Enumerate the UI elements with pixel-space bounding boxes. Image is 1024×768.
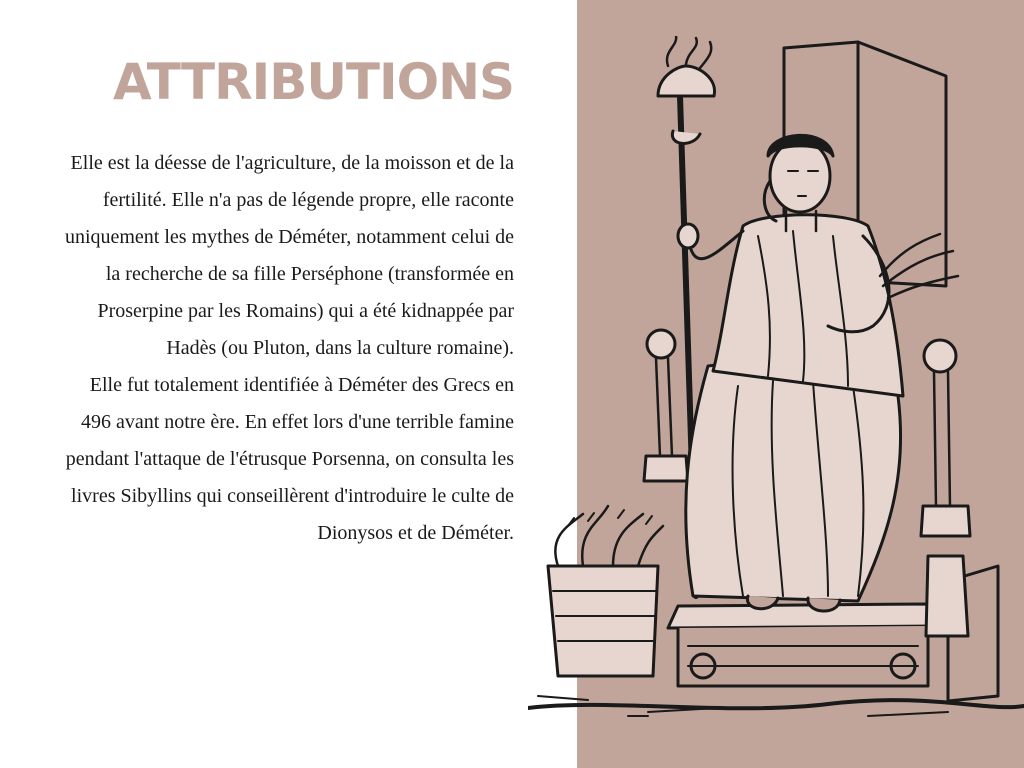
ceres-engraving-illustration [528,36,1024,726]
body-text [60,145,514,552]
paragraph-1: Elle est la déesse de l'agriculture, de la moisson et de la fertilité. Elle n'a pas de légende propre, elle raconte uniquement les mythes de Déméter, notamment celui de la recherche de sa fille Perséphone (transformée en Proserpine par les Romains) qui a été kidnappée par Hadès (ou Pluton, dans la culture romaine). [64,152,514,359]
paragraph-2: Elle fut totalement identifiée à Déméter des Grecs en 496 avant notre ère. En effet lors d'une terrible famine pendant l'attaque de l'étrusque Porsenna, on consulta les livres Sibyllins qui conseillèrent d'introduire le culte de Dionysos et de Déméter. [65,374,514,544]
page-title: ATTRIBUTIONS [112,53,514,111]
